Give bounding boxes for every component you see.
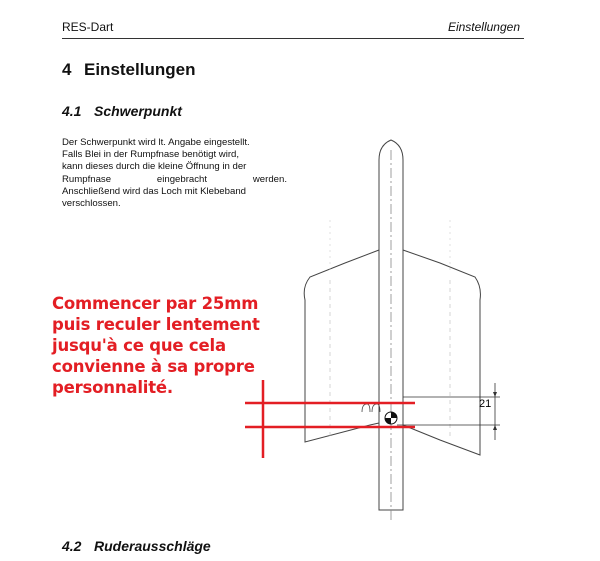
annotation-line: Commencer par 25mm xyxy=(52,294,259,313)
paragraph-line: Anschließend wird das Loch mit Klebeband xyxy=(62,185,246,197)
annotation-line: personnalité. xyxy=(52,378,173,397)
wing-right-outline xyxy=(403,250,480,455)
paragraph-line: Der Schwerpunkt wird lt. Angabe eingestellt. xyxy=(62,137,250,148)
dimension-label: 21 xyxy=(479,398,492,410)
annotation-line: jusqu'à ce que cela xyxy=(52,336,226,355)
subsection-title: Ruderausschläge xyxy=(94,538,211,554)
paragraph-line: Falls Blei in der Rumpfnase benötigt wird, xyxy=(62,149,240,161)
section-number: 4 xyxy=(62,60,72,79)
paragraph-line: verschlossen. xyxy=(62,198,121,210)
subsection-title: Schwerpunkt xyxy=(94,103,182,119)
header-chapter-title: Einstellungen xyxy=(447,20,520,34)
paragraph-line: kann dieses durch die kleine Öffnung in der xyxy=(62,161,247,173)
subsection-number: 4.2 xyxy=(62,538,82,554)
opening-mark xyxy=(362,404,370,412)
annotation-line: puis reculer lentement xyxy=(52,315,260,334)
annotation-note xyxy=(52,293,260,398)
subsection-number: 4.1 xyxy=(62,103,82,119)
section-title: Einstellungen xyxy=(84,60,196,79)
annotation-line: convienne à sa propre xyxy=(52,357,255,376)
paragraph-line: Rumpfnase eingebracht werden. xyxy=(62,173,287,185)
subsection-heading-rudder xyxy=(62,538,211,554)
wing-left-outline xyxy=(304,250,379,442)
header-doc-title: RES-Dart xyxy=(62,20,114,34)
cg-symbol xyxy=(385,412,397,424)
